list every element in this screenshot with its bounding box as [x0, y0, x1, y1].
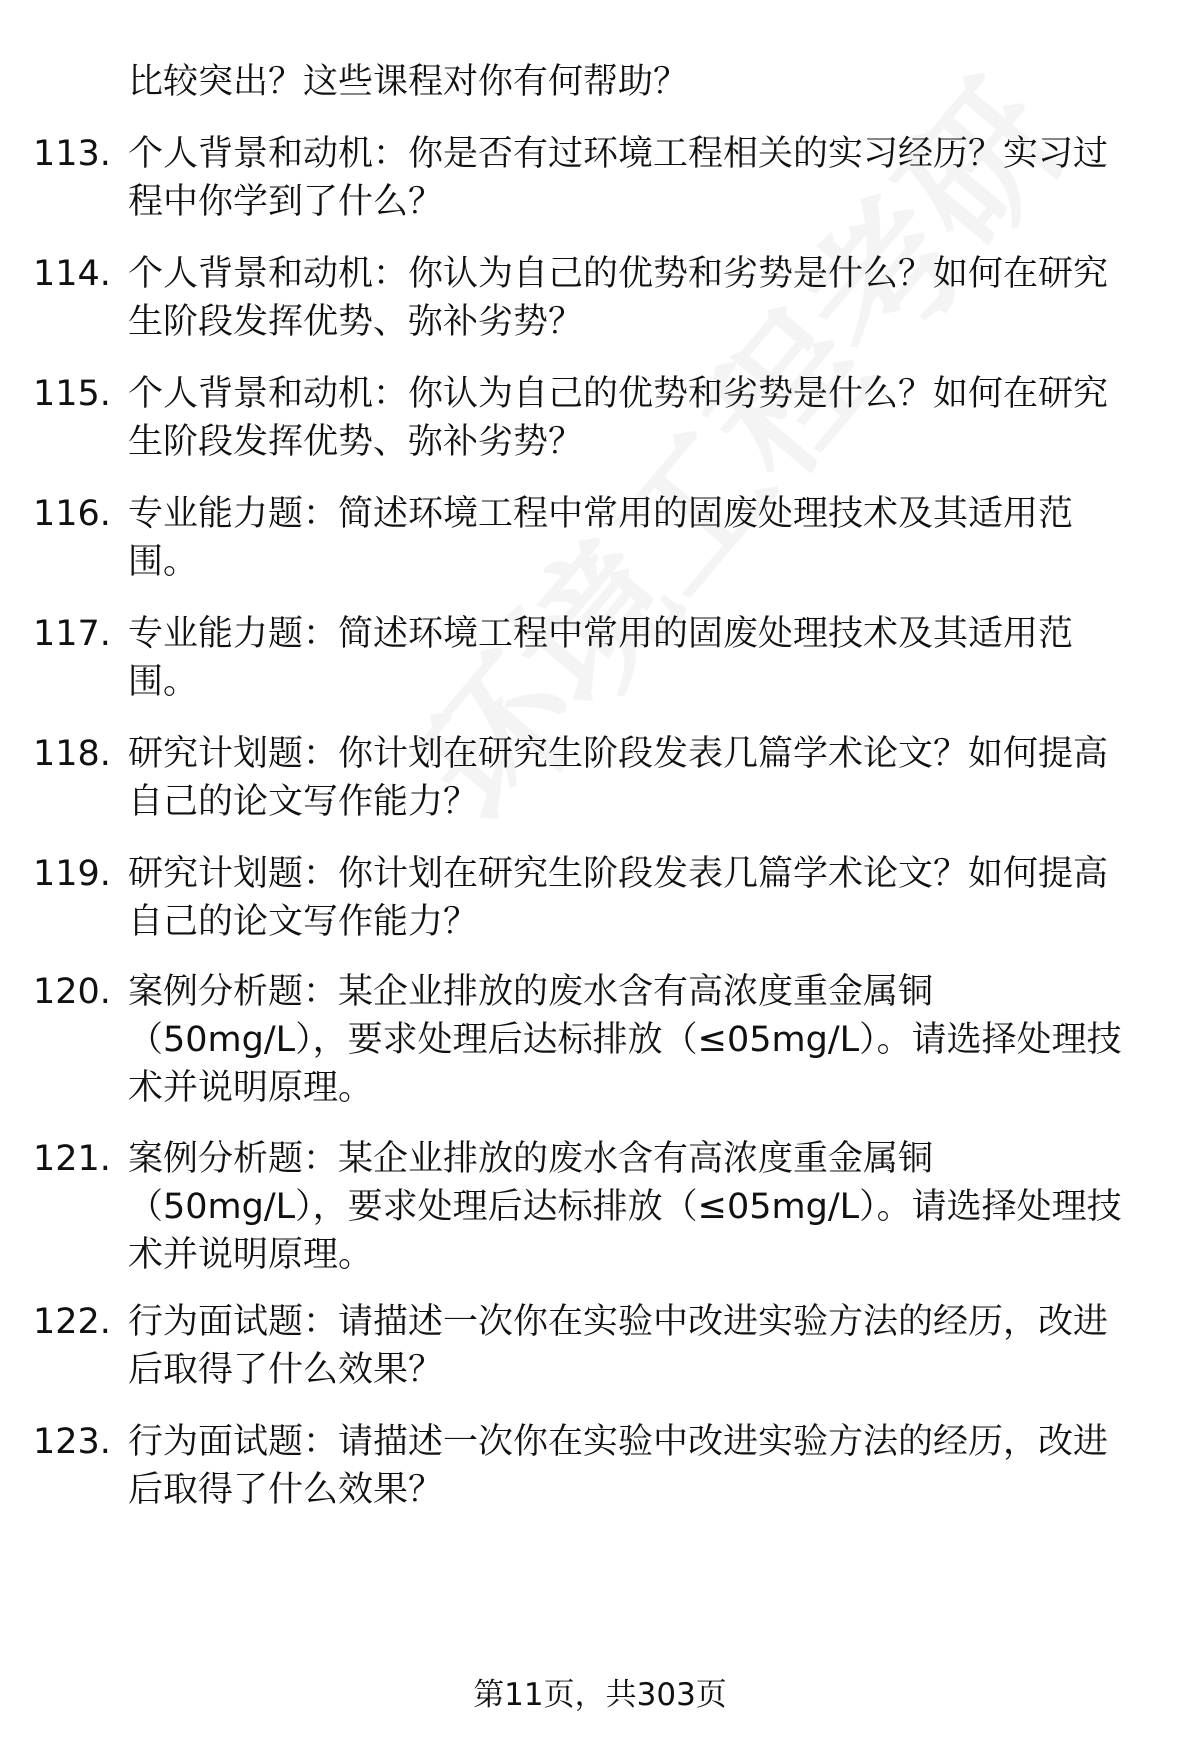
question-text: 行为面试题：请描述一次你在实验中改进实验方法的经历，改进后取得了什么效果？	[128, 1302, 1109, 1390]
continued-text: 比较突出？这些课程对你有何帮助？	[128, 62, 689, 102]
question-number: 122.	[33, 1302, 111, 1342]
question-number: 117.	[33, 614, 111, 654]
question-number: 115.	[33, 374, 111, 414]
question-text: 行为面试题：请描述一次你在实验中改进实验方法的经历，改进后取得了什么效果？	[128, 1422, 1109, 1510]
question-text: 个人背景和动机：你认为自己的优势和劣势是什么？如何在研究生阶段发挥优势、弥补劣势？	[128, 374, 1109, 462]
question-text: 研究计划题：你计划在研究生阶段发表几篇学术论文？如何提高自己的论文写作能力？	[128, 734, 1109, 822]
question-text: 个人背景和动机：你是否有过环境工程相关的实习经历？实习过程中你学到了什么？	[128, 134, 1109, 222]
question-text: 个人背景和动机：你认为自己的优势和劣势是什么？如何在研究生阶段发挥优势、弥补劣势？	[128, 254, 1109, 342]
question-number: 121.	[33, 1139, 111, 1179]
question-text: 研究计划题：你计划在研究生阶段发表几篇学术论文？如何提高自己的论文写作能力？	[128, 854, 1109, 942]
question-number: 118.	[33, 734, 111, 774]
question-text: 专业能力题：简述环境工程中常用的固废处理技术及其适用范围。	[128, 614, 1074, 702]
page-footer: 第11页，共303页	[473, 1677, 727, 1713]
question-number: 113.	[33, 134, 111, 174]
question-number: 120.	[33, 972, 111, 1012]
question-number: 119.	[33, 854, 111, 894]
question-text: 案例分析题：某企业排放的废水含有高浓度重金属铜（50mg/L），要求处理后达标排放（≤05mg/L）。请选择处理技术并说明原理。	[128, 972, 1122, 1108]
question-number: 116.	[33, 494, 111, 534]
question-text: 案例分析题：某企业排放的废水含有高浓度重金属铜（50mg/L），要求处理后达标排放（≤05mg/L）。请选择处理技术并说明原理。	[128, 1139, 1122, 1275]
question-number: 114.	[33, 254, 111, 294]
question-text: 专业能力题：简述环境工程中常用的固废处理技术及其适用范围。	[128, 494, 1074, 582]
question-number: 123.	[33, 1422, 111, 1462]
